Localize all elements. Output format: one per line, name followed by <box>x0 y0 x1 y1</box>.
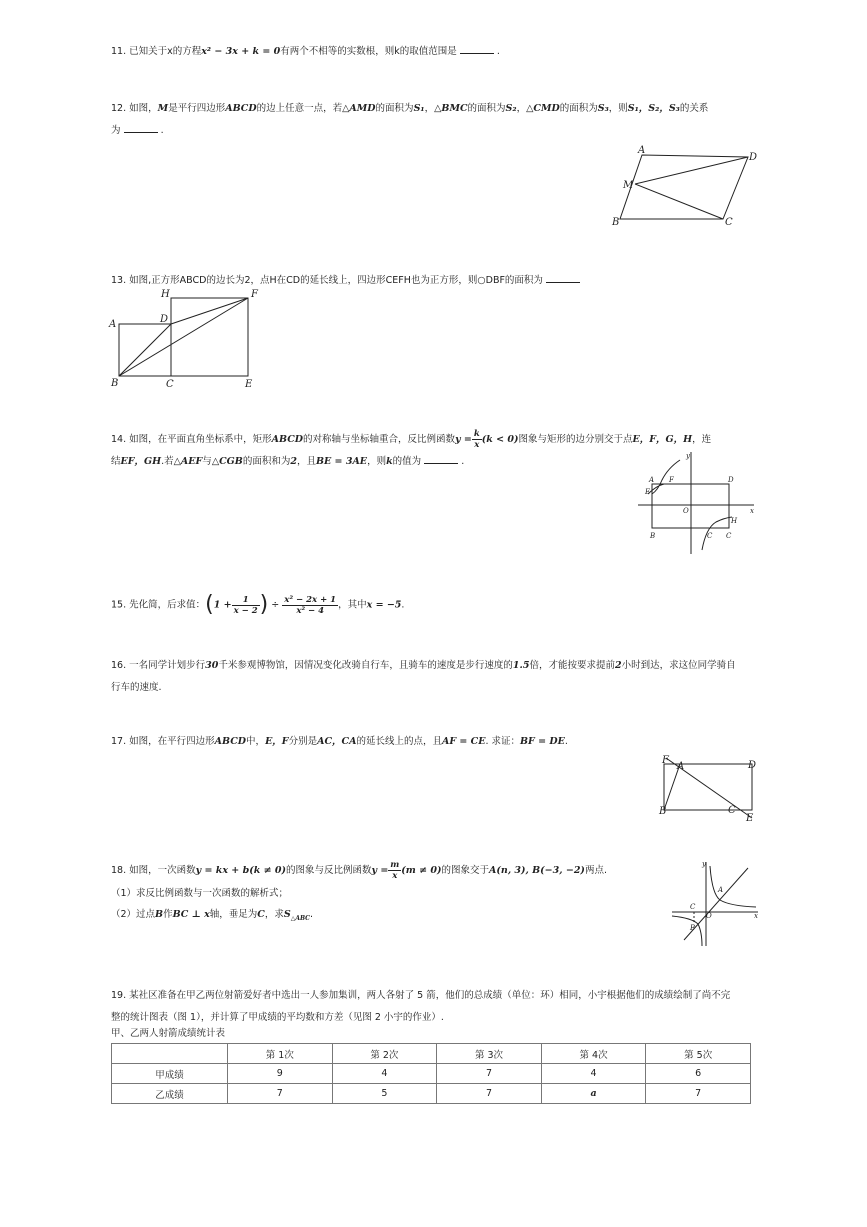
label-y: y <box>686 452 690 460</box>
label-g: C <box>707 532 713 540</box>
answer-blank <box>424 454 458 464</box>
table-caption: 甲、乙两人射箭成绩统计表 <box>111 1028 226 1039</box>
label-f: F <box>669 476 674 484</box>
question-16: 16. 一名同学计划步行30千米参观博物馆，因情况变化改骑自行车，且骑车的速度是步行速度的1.5倍，才能按要求提前2小时到达，求这位同学骑自 行车的速度. <box>111 660 736 693</box>
label-a: A <box>638 145 646 156</box>
label-b: B <box>111 378 119 389</box>
label-e: E <box>746 813 754 824</box>
segment-bd <box>119 324 171 376</box>
question-13: 13. 如图,正方形ABCD的边长为2，点H在CD的延长线上，四边形CEFH也为正方形，则○DBF的面积为 <box>111 270 580 292</box>
q14-coordinate-figure <box>636 450 758 556</box>
q17-parallelogram-figure <box>656 752 760 824</box>
table-row: 甲成绩 9 4 7 4 6 <box>112 1064 751 1084</box>
score-table <box>111 1043 751 1104</box>
question-12: 12. 如图，M是平行四边形ABCD的边上任意一点，若△AMD的面积为S₁，△BMC的面积为S₂，△CMD的面积为S₃，则S₁，S₂，S₃的关系 为 . <box>111 103 709 136</box>
answer-blank <box>460 44 494 54</box>
question-14: 14. 如图，在平面直角坐标系中，矩形ABCD的对称轴与坐标轴重合，反比例函数y = $\frac{k}{x}$ (k < 0)图象与矩形的边分别交于点E，F，G，H，连 结EF，GH.若△AEF与△CGB的面积和为2，且BE = 3AE，则k的值为 . <box>111 429 712 467</box>
label-c: C <box>725 217 733 228</box>
label-e: E <box>245 379 253 390</box>
fraction-k-over-x: $\frac{k}{x}$ <box>473 429 480 450</box>
table-row: 乙成绩 7 5 7 a 7 <box>112 1084 751 1104</box>
question-11: 11. 已知关于x的方程x² − 3x + k = 0有两个不相等的实数根，则k的取值范围是 . <box>111 46 500 57</box>
fraction-1-over-x-minus-2: $\frac{1}{x - 2}$ <box>233 594 258 616</box>
answer-blank <box>124 123 158 133</box>
label-c: C <box>690 903 696 911</box>
label-b: B <box>659 806 667 817</box>
segment-bf <box>119 298 248 376</box>
label-a: A <box>649 476 655 484</box>
answer-blank <box>546 273 580 283</box>
label-d: D <box>749 152 758 163</box>
label-f: F <box>251 289 258 300</box>
fraction-polynomial: $\frac{\text{x² − 2x + 1}}{\text{x² − 4}}$ <box>284 594 337 616</box>
label-h: H <box>731 517 738 525</box>
question-19: 19. 某社区准备在甲乙两位射箭爱好者中选出一人参加集训，两人各射了 5 箭，他们的总成绩（单位：环）相同，小宇根据他们的成绩绘制了尚不完 整的统计图表（图 1），并计算了甲成绩的平均数和方差（见图 2 小宇的作业）. <box>111 990 731 1023</box>
label-b: B <box>612 217 620 228</box>
label-o: O <box>683 507 689 515</box>
label-c: C <box>166 379 174 390</box>
label-a: A <box>677 761 685 772</box>
label-y: y <box>702 860 706 868</box>
q12-parallelogram-figure <box>610 143 760 228</box>
label-c: C <box>726 532 732 540</box>
label-x: x <box>750 507 754 515</box>
label-o: O <box>706 912 712 920</box>
hyperbola-branch-third <box>672 916 702 946</box>
question-18-part-2: （2）过点B作BC ⊥ x轴，垂足为C，求$S_{\triangle ABC}$. <box>111 909 313 922</box>
label-a: A <box>109 319 117 330</box>
label-a: A <box>718 886 724 894</box>
question-18: 18. 如图，一次函数y = kx + b(k ≠ 0)的图象与反比例函数y = $\frac{m}{x}$ (m ≠ 0)的图象交于A(n, 3), B(−3, −2)两点. <box>111 860 607 881</box>
question-15: 15. 先化简，后求值：(1 + $\frac{1}{x - 2}$ ) ÷ $\frac{\text{x² − 2x + 1}}{\text{x² − 4}}$ ，其中x = −5. <box>111 592 405 617</box>
table-header-row: 第 1次 第 2次 第 3次 第 4次 第 5次 <box>112 1044 751 1064</box>
q18-function-figure <box>670 858 762 948</box>
label-h: H <box>161 289 170 300</box>
label-m: M <box>623 180 634 191</box>
label-d: D <box>160 314 169 325</box>
fraction-m-over-x: $\frac{m}{x}$ <box>390 860 400 881</box>
hyperbola-branch-first <box>710 866 756 907</box>
label-b: B <box>690 924 696 932</box>
q13-squares-figure <box>104 286 266 392</box>
segment-df <box>171 298 248 324</box>
label-d: D <box>728 476 734 484</box>
question-17: 17. 如图，在平行四边形ABCD中，E，F分别是AC，CA的延长线上的点，且AF = CE. 求证：BF = DE. <box>111 736 568 747</box>
question-18-part-1: （1）求反比例函数与一次函数的解析式； <box>111 888 289 899</box>
label-e: E <box>645 488 651 496</box>
label-d: D <box>748 760 757 771</box>
label-f: F <box>662 755 669 766</box>
label-x: x <box>754 912 758 920</box>
label-b: B <box>650 532 656 540</box>
segment-md <box>635 157 748 184</box>
segment-mc <box>635 184 723 219</box>
label-c: C <box>728 805 736 816</box>
parallelogram-abcd <box>620 155 748 219</box>
